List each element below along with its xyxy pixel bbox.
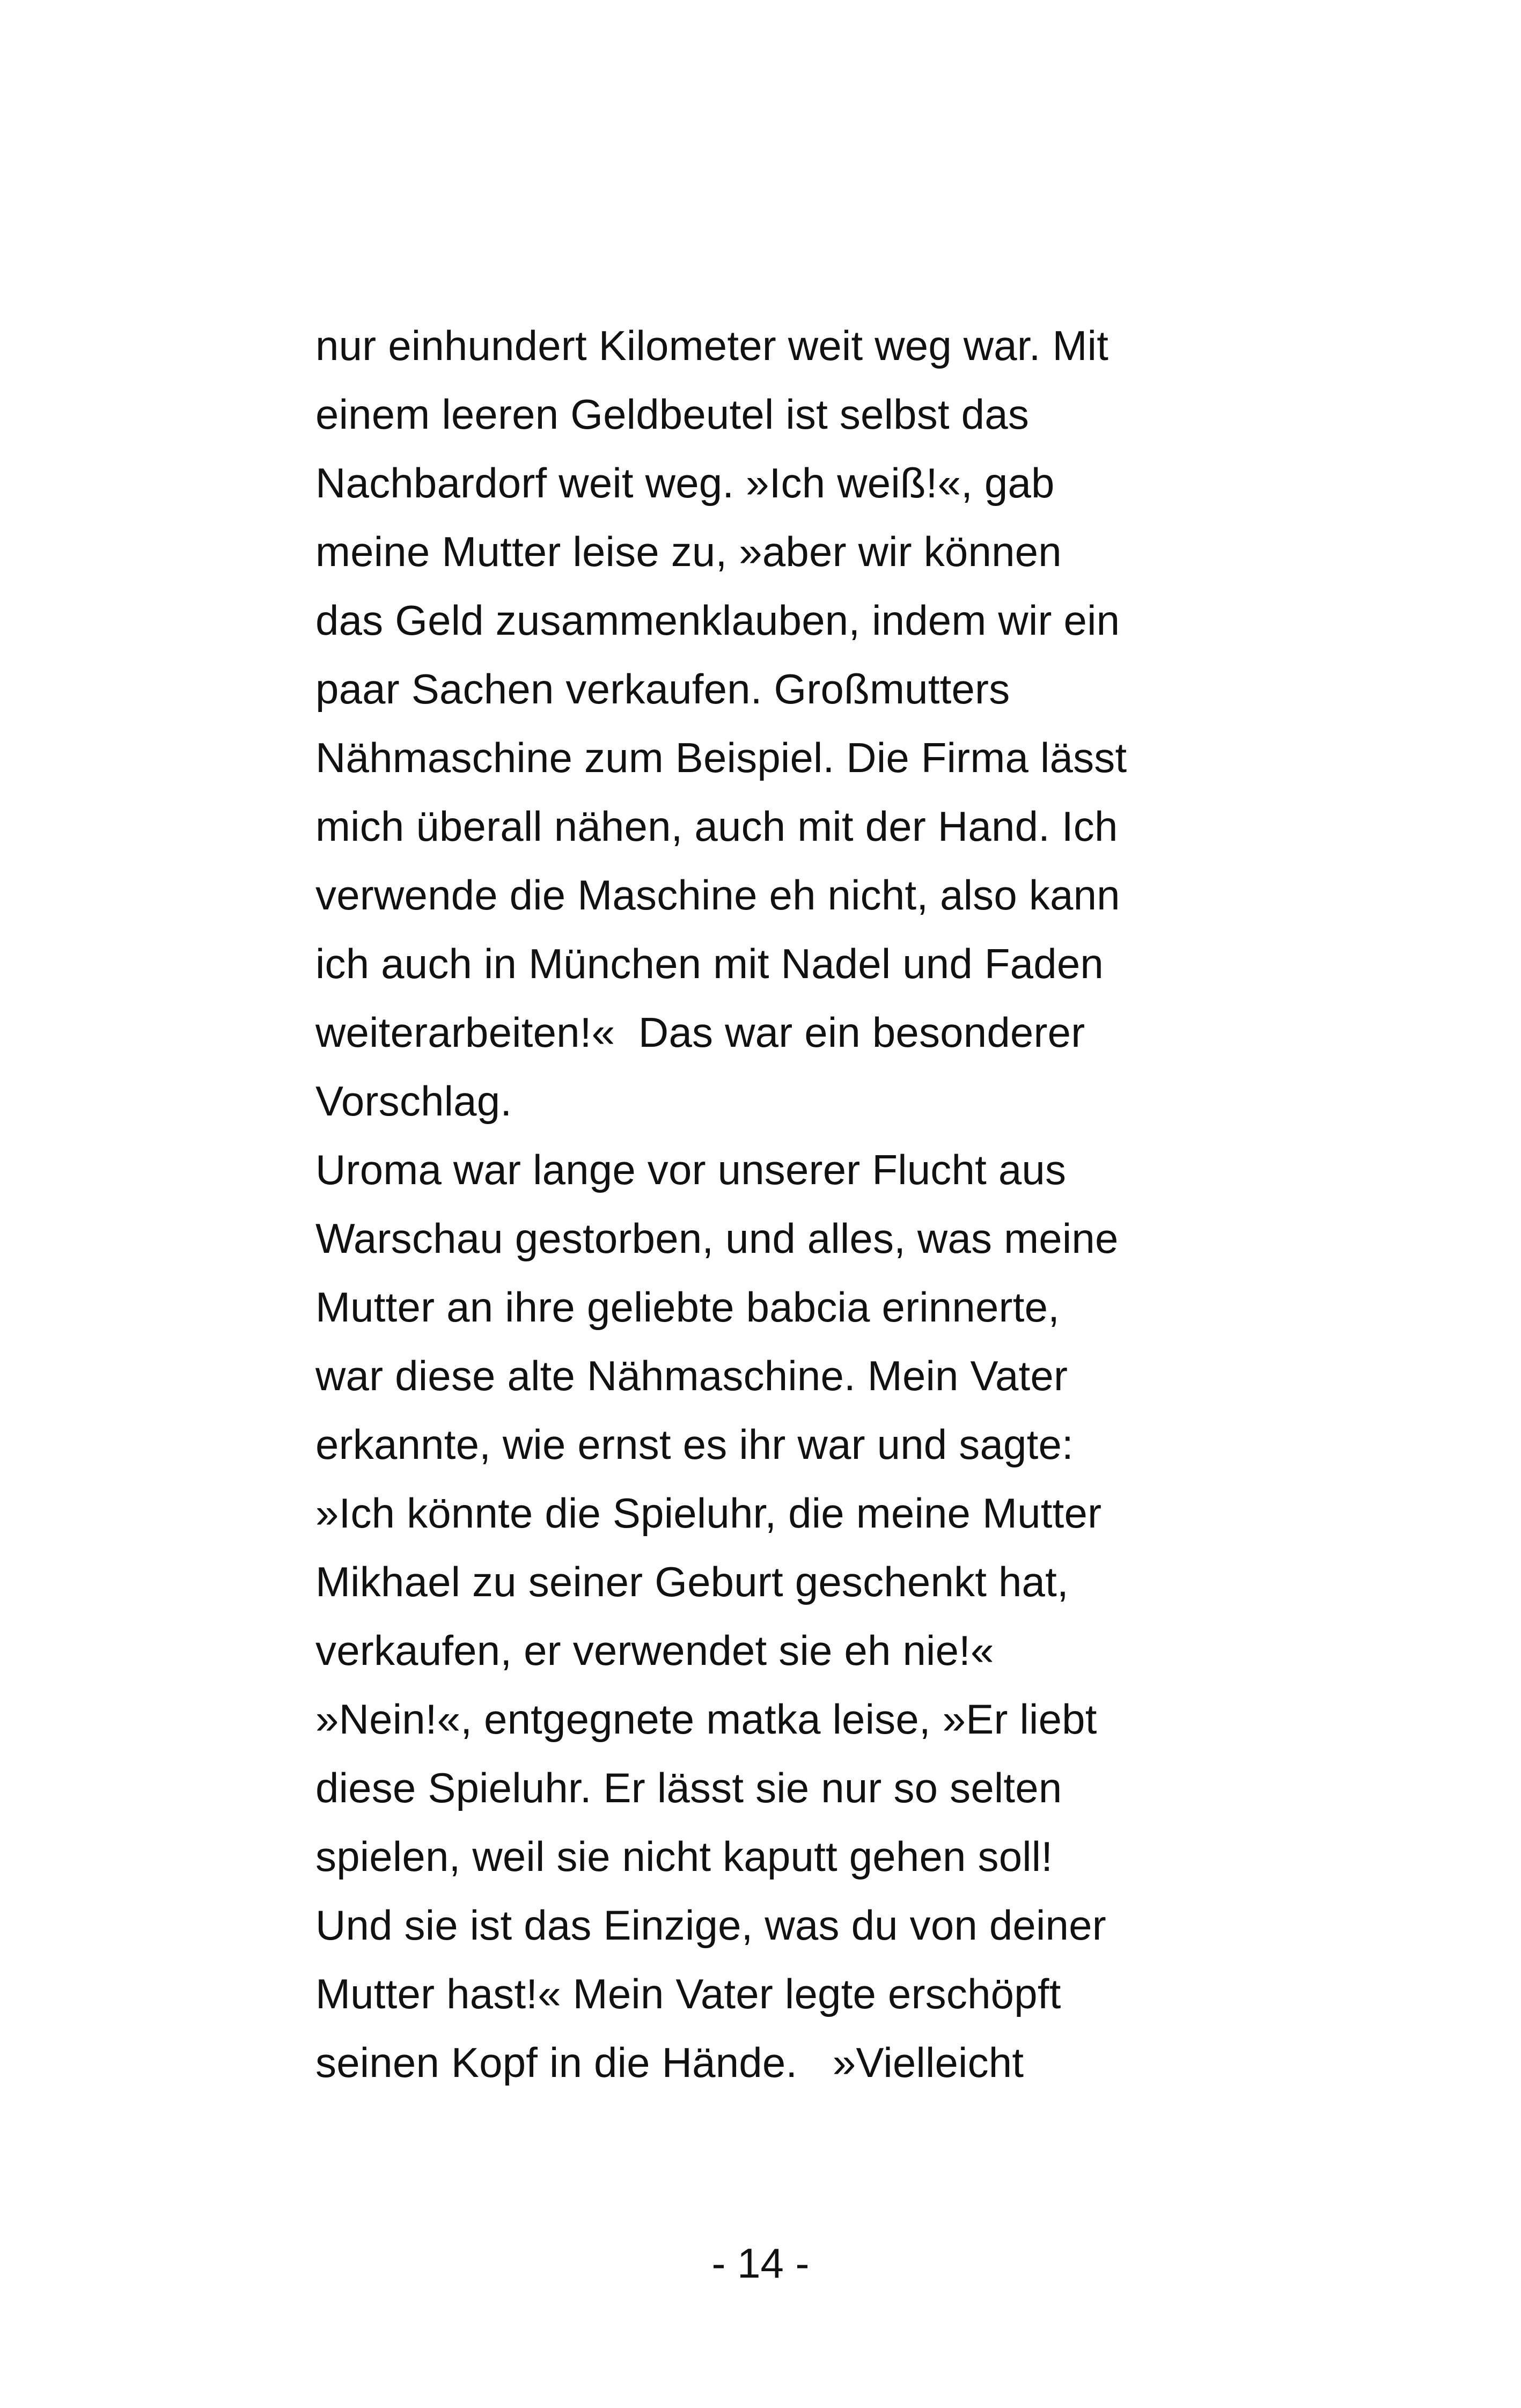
text-line: einem leeren Geldbeutel ist selbst das <box>315 391 1030 438</box>
text-line: weiterarbeiten!« Das war ein besonderer <box>315 1009 1085 1056</box>
text-line: erkannte, wie ernst es ihr war und sagte: <box>315 1421 1074 1468</box>
text-line: spielen, weil sie nicht kaputt gehen soll! <box>315 1833 1053 1880</box>
text-line: Mikhael zu seiner Geburt geschenkt hat, <box>315 1558 1069 1605</box>
text-line: verwende die Maschine eh nicht, also kann <box>315 871 1120 919</box>
text-line: das Geld zusammenklauben, indem wir ein <box>315 597 1120 644</box>
page-number: - 14 - <box>711 2240 810 2287</box>
body-text <box>315 311 1238 2097</box>
text-line: Und sie ist das Einzige, was du von deiner <box>315 1902 1106 1949</box>
text-line: »Ich könnte die Spieluhr, die meine Mutter <box>315 1489 1102 1537</box>
text-line: Mutter an ihre geliebte babcia erinnerte, <box>315 1283 1060 1331</box>
text-line: nur einhundert Kilometer weit weg war. Mit <box>315 322 1109 369</box>
text-line: diese Spieluhr. Er lässt sie nur so selten <box>315 1764 1062 1811</box>
text-line: seinen Kopf in die Hände. »Vielleicht <box>315 2039 1024 2086</box>
text-line: paar Sachen verkaufen. Großmutters <box>315 665 1010 713</box>
text-line: ich auch in München mit Nadel und Faden <box>315 940 1104 987</box>
text-line: Uroma war lange vor unserer Flucht aus <box>315 1146 1067 1193</box>
text-line: »Nein!«, entgegnete matka leise, »Er liebt <box>315 1695 1097 1743</box>
text-line: Nähmaschine zum Beispiel. Die Firma lässt <box>315 734 1127 781</box>
text-line: mich überall nähen, auch mit der Hand. Ich <box>315 803 1118 850</box>
text-line: Warschau gestorben, und alles, was meine <box>315 1215 1119 1262</box>
text-line: Mutter hast!« Mein Vater legte erschöpft <box>315 1970 1061 2017</box>
text-line: meine Mutter leise zu, »aber wir können <box>315 528 1062 575</box>
text-line: war diese alte Nähmaschine. Mein Vater <box>315 1352 1068 1399</box>
text-line: Nachbardorf weit weg. »Ich weiß!«, gab <box>315 459 1055 506</box>
text-line: Vorschlag. <box>315 1077 512 1125</box>
text-line: verkaufen, er verwendet sie eh nie!« <box>315 1627 994 1674</box>
